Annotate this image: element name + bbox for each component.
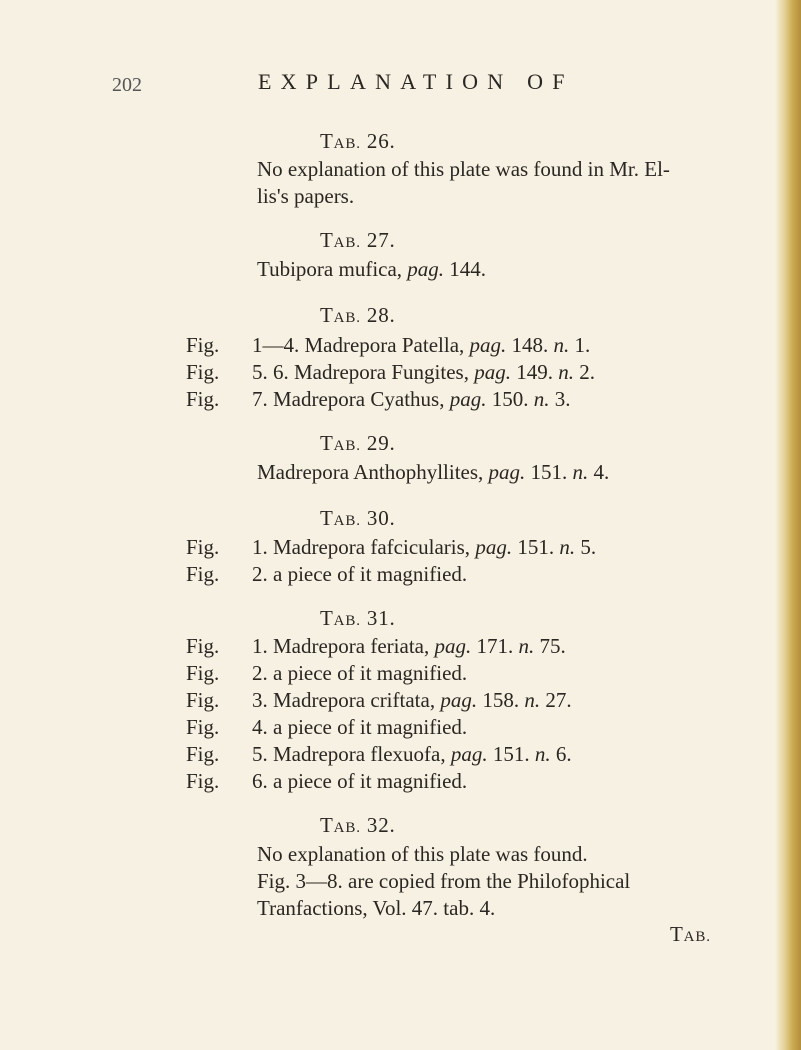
tab-31-fig-5: Fig. 5. Madrepora flexuofa, pag. 151. n. 6. <box>186 742 572 766</box>
tab-27-heading: TAB. 27. <box>320 228 396 252</box>
tab-28-fig-2: Fig. 5. 6. Madrepora Fungites, pag. 149. n. 2. <box>186 360 595 384</box>
tab-31-fig-1: Fig. 1. Madrepora feriata, pag. 171. n. 75. <box>186 634 566 658</box>
tab-28-fig-1: Fig. 1—4. Madrepora Patella, pag. 148. n. 1. <box>186 333 591 357</box>
tab-31-fig-2: Fig. 2. a piece of it magnified. <box>186 661 468 685</box>
tab-27-entry: Tubipora mufica, pag. 144. <box>257 257 487 281</box>
tab-28-heading: TAB. 28. <box>320 303 396 327</box>
tab-31-fig-3: Fig. 3. Madrepora criftata, pag. 158. n. 27. <box>186 688 572 712</box>
page-number: 202 <box>112 74 142 96</box>
page-edge-shadow <box>775 0 801 1050</box>
tab-29-heading: TAB. 29. <box>320 431 396 455</box>
tab-26-heading: TAB. 26. <box>320 129 396 153</box>
catchword: TAB. <box>670 922 711 946</box>
tab-28-fig-3: Fig. 7. Madrepora Cyathus, pag. 150. n. 3. <box>186 387 571 411</box>
tab-32-line-2: Fig. 3—8. are copied from the Philofophical <box>257 869 631 893</box>
tab-31-fig-6: Fig. 6. a piece of it magnified. <box>186 769 468 793</box>
tab-31-heading: TAB. 31. <box>320 606 396 630</box>
running-title: EXPLANATION OF <box>258 69 574 94</box>
tab-31-fig-4: Fig. 4. a piece of it magnified. <box>186 715 468 739</box>
tab-32-line-1: No explanation of this plate was found. <box>257 842 588 866</box>
tab-30-fig-1: Fig. 1. Madrepora fafcicularis, pag. 151. n. 5. <box>186 535 597 559</box>
tab-26-line-2: lis's papers. <box>257 184 355 208</box>
tab-26-line-1: No explanation of this plate was found in Mr. El- <box>257 157 670 181</box>
tab-32-line-3: Tranfactions, Vol. 47. tab. 4. <box>257 896 496 920</box>
tab-29-entry: Madrepora Anthophyllites, pag. 151. n. 4. <box>257 460 610 484</box>
tab-30-fig-2: Fig. 2. a piece of it magnified. <box>186 562 468 586</box>
tab-32-heading: TAB. 32. <box>320 813 396 837</box>
tab-30-heading: TAB. 30. <box>320 506 396 530</box>
